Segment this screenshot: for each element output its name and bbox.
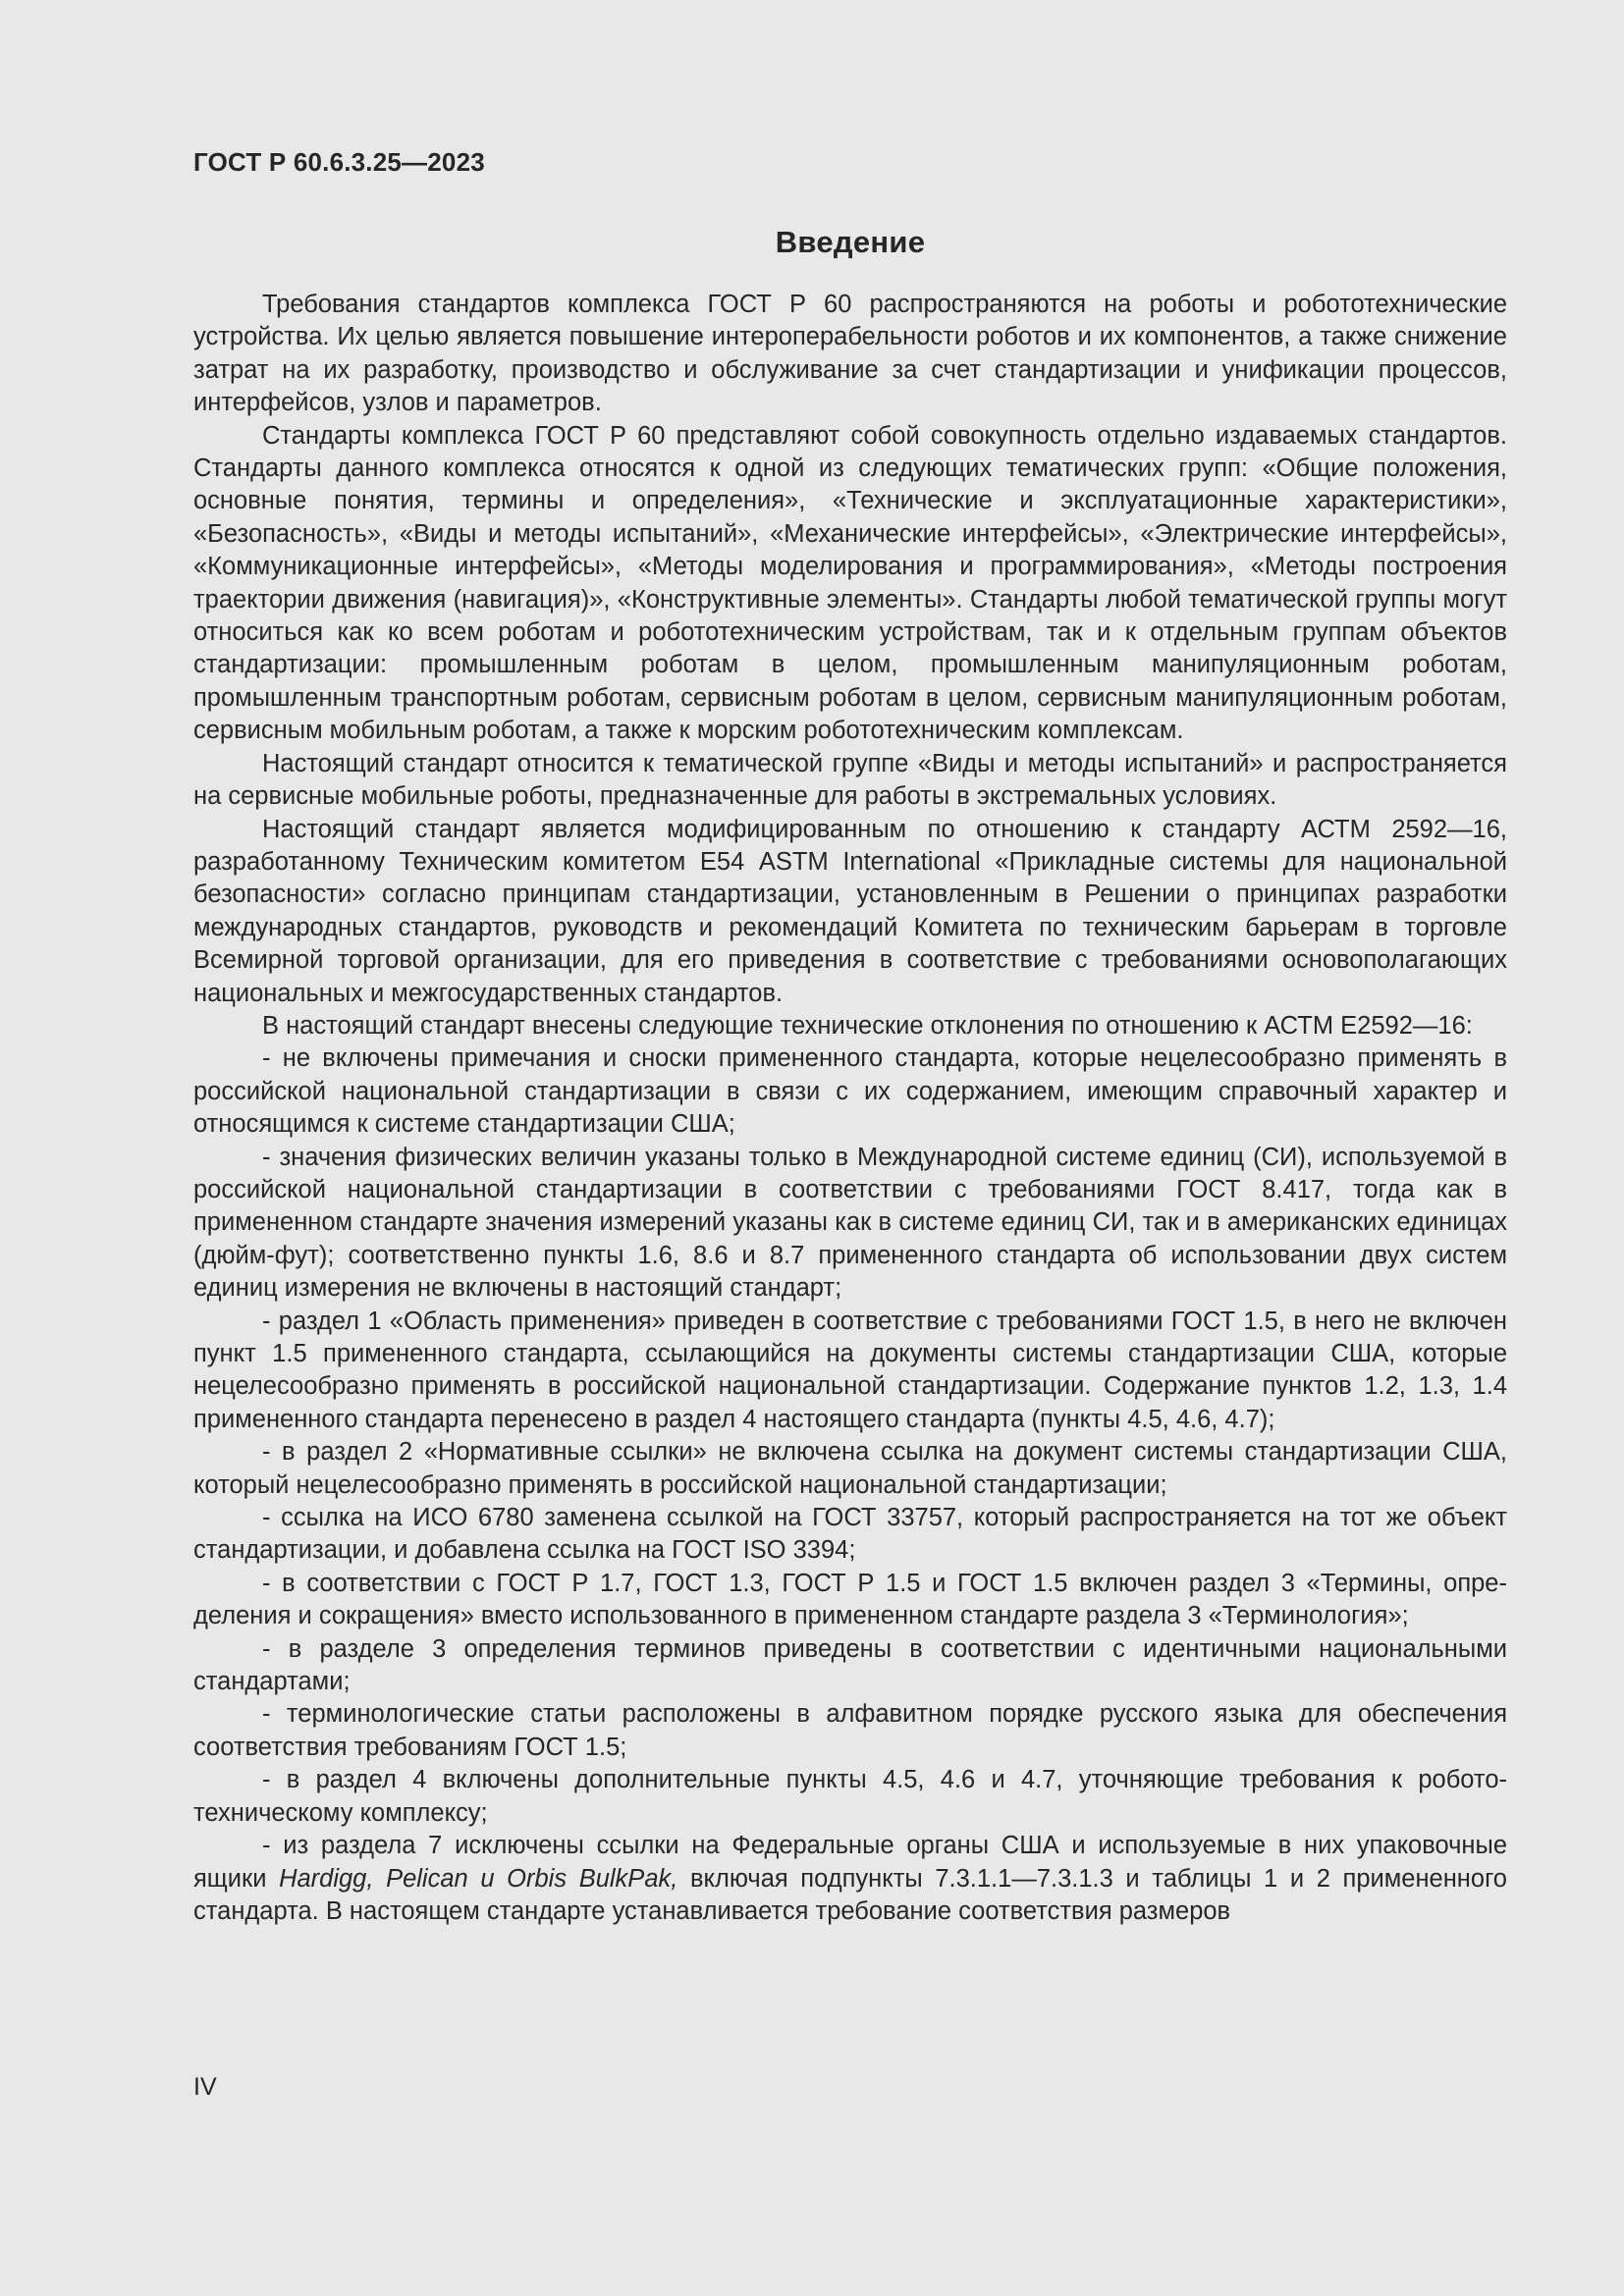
list-item: - в раздел 4 включены дополнительные пункты 4.5, 4.6 и 4.7, уточняющие требования к робототехническому комплексу; (193, 1766, 1507, 1827)
list-item (193, 1830, 1507, 1928)
paragraph: Настоящий стандарт относится к тематической группе «Виды и методы испытаний» и распространяется на сервисные мобильные роботы, предназначенные для работы в экстремальных условиях. (193, 749, 1507, 811)
page-number: IV (193, 2073, 217, 2101)
list-item: - не включены примечания и сноски примененного стандарта, которые нецелесообразно применять в российской национальной стандартизации в связи с их содержанием, имеющим справочный характер и относящимся к системе стандартизации США; (193, 1044, 1507, 1139)
list-item: - в соответствии с ГОСТ Р 1.7, ГОСТ 1.3, ГОСТ Р 1.5 и ГОСТ 1.5 включен раздел 3 «Термины, определения и сокращения» вместо использованного в примененном стандарте раздела 3 «Терминология»; (193, 1569, 1507, 1630)
paragraph: В настоящий стандарт внесены следующие технические отклонения по отношению к АСТМ Е2592—16: (262, 1011, 1473, 1040)
list-item: - в разделе 3 определения терминов приведены в соответствии с идентичными национальными стандартами; (193, 1634, 1507, 1696)
list-item: - ссылка на ИСО 6780 заменена ссылкой на ГОСТ 33757, который распространяется на тот же объект стандартизации, и добавлена ссылка на ГОСТ ISO 3394; (193, 1504, 1507, 1565)
section-title: Введение (775, 225, 926, 259)
document-body (193, 289, 1507, 1928)
list-item-italic-text: Hardigg, Pelican и Orbis BulkPak, (279, 1864, 678, 1893)
list-item: - значения физических величин указаны только в Международной системе единиц (СИ), используемой в российской национальной стандартизации в соответствии с требованиями ГОСТ 8.417, тогда как в примененном стандарте значения измерений указаны как в системе единиц СИ, так и в американских единицах (дюйм-фут); соответственно пункты 1.6, 8.6 и 8.7 примененного стандарта об использовании двух систем единиц измерения не включены в настоящий стандарт; (193, 1143, 1507, 1303)
list-item: - терминологические статьи расположены в алфавитном порядке русского языка для обеспечения соответствия требованиям ГОСТ 1.5; (193, 1700, 1507, 1761)
list-item-text: - из раздела 7 исключены ссылки на Федеральные органы США и используемые в них упаковочные ящики (193, 1832, 1507, 1893)
paragraph: Настоящий стандарт является модифицированным по отношению к стандарту АСТМ 2592—16, разработанному Техническим комитетом Е54 ASTM International «Прикладные системы для национальной безопасности» согласно принципам стандартизации, установленным в Решении о принципах разработки международных стандартов, руководств и рекомендаций Комитета по техническим барьерам в торговле Всемирной торговой организации, для его приведения в соответствие с требованиями основополагающих национальных и межгосударственных стандартов. (193, 815, 1507, 1007)
paragraph: Требования стандартов комплекса ГОСТ Р 60 распространяются на роботы и робототехнические устройства. Их целью является повышение интероперабельности роботов и их компонентов, а также снижение затрат на их разработку, производство и обслуживание за счет стандартизации и унификации процессов, интерфейсов, узлов и параметров. (193, 291, 1507, 417)
list-item: - в раздел 2 «Нормативные ссылки» не включена ссылка на документ системы стандартизации США, который нецелесообразно применять в российской национальной стандартизации; (193, 1438, 1507, 1499)
list-item-text: включая подпункты 7.3.1.1—7.3.1.3 и таблицы 1 и 2 примененного стандарта. В настоящем стандарте устанавливается требование соответствия размеров (193, 1864, 1507, 1925)
document-code: ГОСТ Р 60.6.3.25—2023 (193, 147, 485, 177)
paragraph: Стандарты комплекса ГОСТ Р 60 представляют собой совокупность отдельно издаваемых стандартов. Стандарты данного комплекса относятся к одной из следующих тематических групп: «Общие положения, основные понятия, термины и определения», «Технические и эксплуатационные характеристики», «Безопасность», «Виды и методы испытаний», «Механические интерфейсы», «Электрические интерфейсы», «Коммуникационные интерфейсы», «Методы моделирования и программирования», «Методы построения траектории движения (навигация)», «Конструктивные элементы». Стандарты любой тематической группы могут относиться как ко всем роботам и робототехническим устройствам, так и к отдельным группам объектов стандартизации: промышленным роботам в целом, промышленным манипуляционным роботам, промышленным транспортным роботам, сервисным роботам в целом, сервисным манипуляционным роботам, сервисным мобильным роботам, а также к морским робототехническим комплексам. (193, 421, 1507, 745)
list-item: - раздел 1 «Область применения» приведен в соответствие с требованиями ГОСТ 1.5, в него не включен пункт 1.5 примененного стандарта, ссылающийся на документы системы стандартизации США, которые нецелесообразно применять в российской национальной стандартизации. Содержание пунктов 1.2, 1.3, 1.4 примененного стандарта перенесено в раздел 4 настоящего стандарта (пункты 4.5, 4.6, 4.7); (193, 1307, 1507, 1433)
